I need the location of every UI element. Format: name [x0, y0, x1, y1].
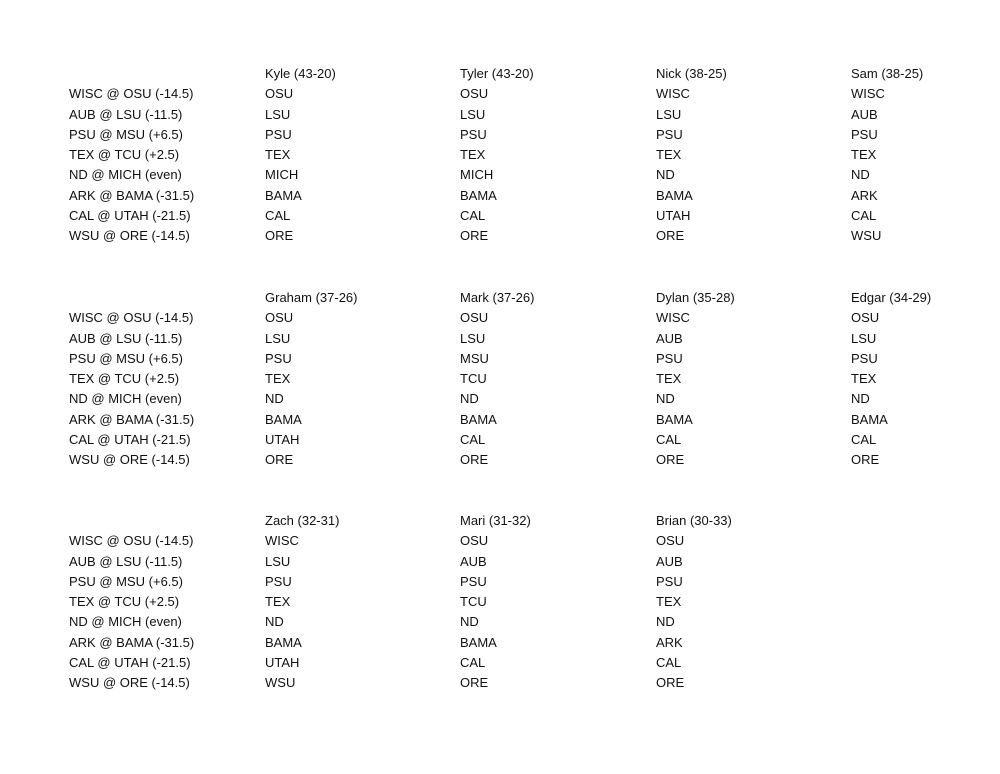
pick: LSU: [460, 330, 486, 346]
game-row: [0, 673, 1000, 693]
pick: BAMA: [656, 411, 693, 427]
game-row: [0, 389, 1000, 409]
pick: CAL: [656, 655, 682, 671]
game-row: [0, 531, 1000, 551]
game-row: [0, 612, 1000, 632]
game-label: WSU @ ORE (-14.5): [69, 228, 190, 244]
game-label: ARK @ BAMA (-31.5): [69, 187, 195, 203]
pick: TEX: [460, 147, 486, 163]
pick: BAMA: [460, 634, 497, 650]
game-row: [0, 430, 1000, 450]
player-name: Mark (37-26): [460, 290, 535, 305]
game-row: [0, 329, 1000, 349]
game-row: [0, 592, 1000, 612]
game-label: CAL @ UTAH (-21.5): [69, 432, 191, 448]
header-row: [0, 288, 1000, 308]
pick: WISC: [265, 533, 299, 549]
pick: PSU: [265, 573, 292, 589]
picks-block-2: [0, 288, 1000, 471]
pick: ARK: [851, 187, 878, 203]
pick: LSU: [851, 330, 877, 346]
pick: BAMA: [265, 187, 302, 203]
picks-block-3: [0, 511, 1000, 694]
pick: ORE: [460, 452, 489, 468]
pick: ORE: [265, 228, 294, 244]
game-row: [0, 206, 1000, 226]
pick: UTAH: [265, 432, 300, 448]
pick: TCU: [460, 371, 487, 387]
pick: ND: [851, 167, 870, 183]
player-name: Mari (31-32): [460, 513, 531, 528]
pick: TEX: [656, 147, 682, 163]
pick: PSU: [851, 350, 878, 366]
game-label: WSU @ ORE (-14.5): [69, 675, 190, 691]
pick: BAMA: [265, 634, 302, 650]
pick: AUB: [851, 106, 878, 122]
game-row: [0, 349, 1000, 369]
game-label: WISC @ OSU (-14.5): [69, 533, 194, 549]
pick: AUB: [460, 553, 487, 569]
game-label: PSU @ MSU (+6.5): [69, 126, 183, 142]
pick: ORE: [851, 452, 880, 468]
pick: BAMA: [265, 411, 302, 427]
game-label: ND @ MICH (even): [69, 391, 182, 407]
pick: OSU: [460, 86, 489, 102]
game-label: ND @ MICH (even): [69, 614, 182, 630]
game-row: [0, 410, 1000, 430]
pick: BAMA: [460, 411, 497, 427]
game-row: [0, 125, 1000, 145]
game-label: CAL @ UTAH (-21.5): [69, 655, 191, 671]
pick: ND: [851, 391, 870, 407]
pick: ND: [265, 614, 284, 630]
game-row: [0, 186, 1000, 206]
pick: AUB: [656, 553, 683, 569]
pick: TEX: [265, 147, 291, 163]
picks-block-1: [0, 64, 1000, 247]
game-label: PSU @ MSU (+6.5): [69, 350, 183, 366]
pick: TEX: [656, 371, 682, 387]
player-name: Graham (37-26): [265, 290, 358, 305]
pick: PSU: [460, 126, 487, 142]
pick: WISC: [851, 86, 885, 102]
game-label: WSU @ ORE (-14.5): [69, 452, 190, 468]
game-row: [0, 145, 1000, 165]
pick: AUB: [656, 330, 683, 346]
game-row: [0, 572, 1000, 592]
pick: CAL: [851, 432, 877, 448]
pick: CAL: [265, 208, 291, 224]
pick: ND: [656, 614, 675, 630]
pick: ORE: [656, 675, 685, 691]
player-name: Zach (32-31): [265, 513, 340, 528]
game-label: AUB @ LSU (-11.5): [69, 106, 183, 122]
pick: PSU: [656, 350, 683, 366]
pick: LSU: [460, 106, 486, 122]
game-label: CAL @ UTAH (-21.5): [69, 208, 191, 224]
game-label: TEX @ TCU (+2.5): [69, 371, 180, 387]
pick: MSU: [460, 350, 489, 366]
player-name: Brian (30-33): [656, 513, 732, 528]
pick: LSU: [656, 106, 682, 122]
game-row: [0, 308, 1000, 328]
game-label: PSU @ MSU (+6.5): [69, 573, 183, 589]
game-label: TEX @ TCU (+2.5): [69, 147, 180, 163]
pick: LSU: [265, 553, 291, 569]
pick: PSU: [265, 350, 292, 366]
player-name: Tyler (43-20): [460, 66, 534, 81]
pick: OSU: [265, 86, 294, 102]
pick: WISC: [656, 86, 690, 102]
pick: OSU: [460, 533, 489, 549]
pick: TEX: [265, 371, 291, 387]
pick: ARK: [656, 634, 683, 650]
pick: CAL: [460, 208, 486, 224]
pick: WSU: [265, 675, 296, 691]
pick: CAL: [460, 655, 486, 671]
game-label: ND @ MICH (even): [69, 167, 182, 183]
pick: LSU: [265, 330, 291, 346]
pick: MICH: [265, 167, 299, 183]
pick: ND: [656, 391, 675, 407]
pick: WSU: [851, 228, 882, 244]
game-label: AUB @ LSU (-11.5): [69, 330, 183, 346]
pick: ND: [460, 391, 479, 407]
header-row: [0, 64, 1000, 84]
game-label: ARK @ BAMA (-31.5): [69, 411, 195, 427]
game-row: [0, 226, 1000, 246]
game-row: [0, 653, 1000, 673]
pick: PSU: [656, 126, 683, 142]
game-row: [0, 633, 1000, 653]
game-row: [0, 552, 1000, 572]
pick: BAMA: [656, 187, 693, 203]
pick: MICH: [460, 167, 494, 183]
pick: CAL: [851, 208, 877, 224]
pick: ORE: [460, 675, 489, 691]
pick: TCU: [460, 594, 487, 610]
pick: PSU: [265, 126, 292, 142]
pick: CAL: [656, 432, 682, 448]
game-row: [0, 369, 1000, 389]
game-label: ARK @ BAMA (-31.5): [69, 634, 195, 650]
pick: CAL: [460, 432, 486, 448]
pick: LSU: [265, 106, 291, 122]
pick: TEX: [656, 594, 682, 610]
game-row: [0, 105, 1000, 125]
game-label: WISC @ OSU (-14.5): [69, 86, 194, 102]
game-label: WISC @ OSU (-14.5): [69, 310, 194, 326]
pick: ND: [656, 167, 675, 183]
pick: OSU: [851, 310, 880, 326]
game-label: TEX @ TCU (+2.5): [69, 594, 180, 610]
pick: UTAH: [265, 655, 300, 671]
pick: PSU: [851, 126, 878, 142]
pick: BAMA: [851, 411, 888, 427]
player-name: Kyle (43-20): [265, 66, 336, 81]
pick: ORE: [460, 228, 489, 244]
pick: BAMA: [460, 187, 497, 203]
pick: TEX: [851, 371, 877, 387]
game-label: AUB @ LSU (-11.5): [69, 553, 183, 569]
pick: ORE: [656, 228, 685, 244]
pick: PSU: [460, 573, 487, 589]
player-name: Edgar (34-29): [851, 290, 932, 305]
game-row: [0, 165, 1000, 185]
pick: TEX: [851, 147, 877, 163]
pick: ORE: [265, 452, 294, 468]
pick: OSU: [656, 533, 685, 549]
pick: WISC: [656, 310, 690, 326]
pick: OSU: [265, 310, 294, 326]
pick: ND: [265, 391, 284, 407]
game-row: [0, 450, 1000, 470]
header-row: [0, 511, 1000, 531]
pick: ORE: [656, 452, 685, 468]
game-row: [0, 84, 1000, 104]
player-name: Dylan (35-28): [656, 290, 735, 305]
player-name: Sam (38-25): [851, 66, 924, 81]
pick: ND: [460, 614, 479, 630]
pick: UTAH: [656, 208, 691, 224]
pick: PSU: [656, 573, 683, 589]
pick: OSU: [460, 310, 489, 326]
player-name: Nick (38-25): [656, 66, 727, 81]
pick: TEX: [265, 594, 291, 610]
